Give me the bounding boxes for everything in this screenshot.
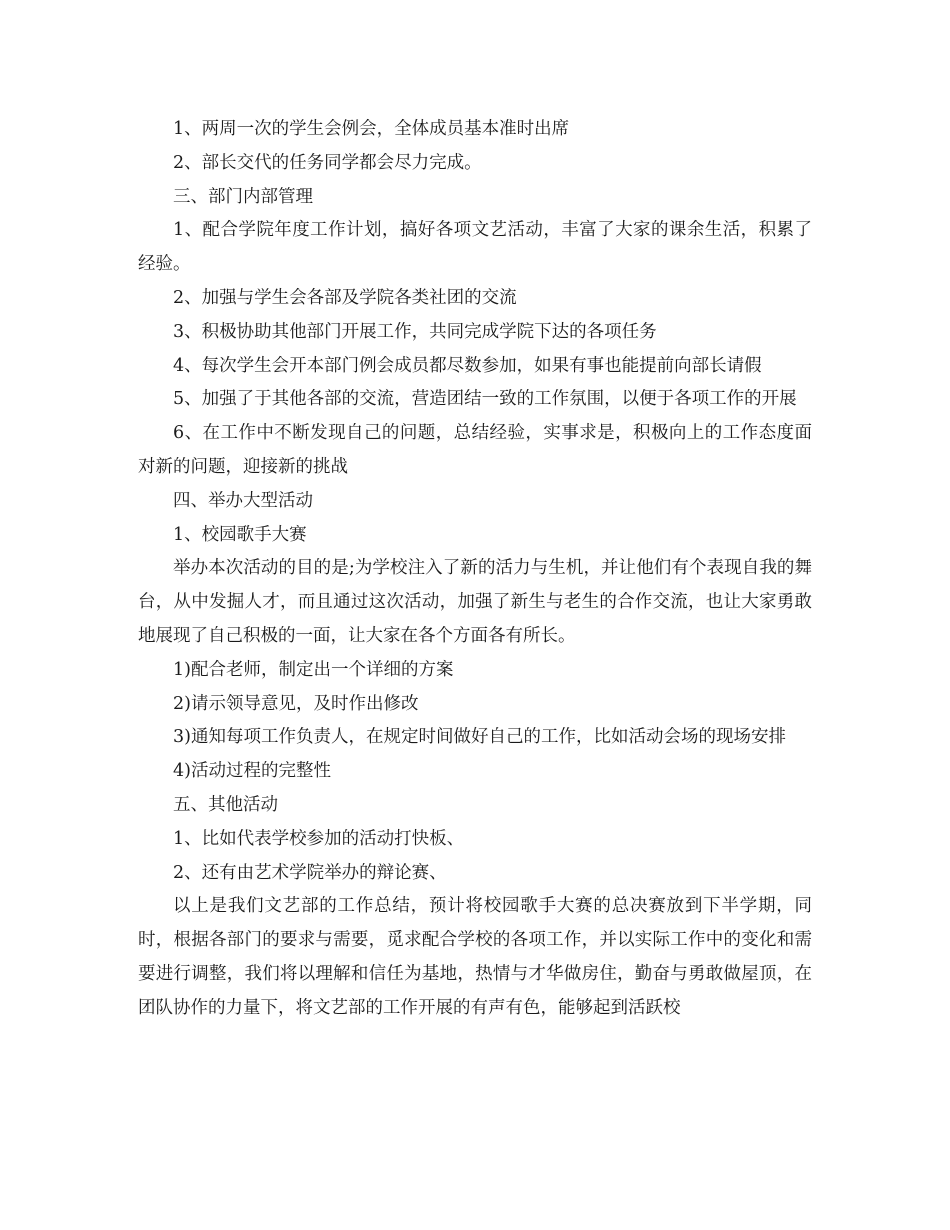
subheading-singer-contest: 1、校园歌手大赛 bbox=[173, 524, 307, 545]
paragraph-task-completion: 2、部长交代的任务同学都会尽力完成。 bbox=[173, 152, 482, 173]
list-item-completeness: 4)活动过程的完整性 bbox=[173, 761, 331, 782]
paragraph-kuaiban: 1、比如代表学校参加的活动打快板、 bbox=[173, 828, 465, 849]
section-heading-internal-management: 三、部门内部管理 bbox=[173, 186, 313, 207]
list-item-plan: 1)配合老师，制定出一个详细的方案 bbox=[173, 659, 454, 680]
paragraph-department-meetings: 4、每次学生会开本部门例会成员都尽数参加，如果有事也能提前向部长请假 bbox=[173, 355, 762, 376]
paragraph-debate: 2、还有由艺术学院举办的辩论赛、 bbox=[173, 862, 447, 883]
paragraph-annual-plan: 1、配合学院年度工作计划，搞好各项文艺活动，丰富了大家的课余生活，积累了经验。 bbox=[138, 220, 812, 275]
list-item-notify: 3)通知每项工作负责人，在规定时间做好自己的工作，比如活动会场的现场安排 bbox=[173, 727, 786, 748]
paragraph-club-exchange: 2、加强与学生会各部及学院各类社团的交流 bbox=[173, 287, 517, 308]
section-heading-other-events: 五、其他活动 bbox=[173, 794, 278, 815]
paragraph-assist-departments: 3、积极协助其他部门开展工作，共同完成学院下达的各项任务 bbox=[173, 321, 657, 342]
paragraph-meeting-attendance: 1、两周一次的学生会例会，全体成员基本准时出席 bbox=[173, 119, 570, 139]
paragraph-summary: 以上是我们文艺部的工作总结，预计将校园歌手大赛的总决赛放到下半学期，同时，根据各部门的要求与需要，觅求配合学校的各项工作，并以实际工作中的变化和需要进行调整，我们将以理解和信任为基地，热情与才华做房住，勤奋与勇敢做屋顶，在团队协作的力量下，将文艺部的工作开展的有声有色，能够起到活跃校 bbox=[138, 896, 812, 1018]
section-heading-major-events: 四、举办大型活动 bbox=[173, 490, 313, 511]
paragraph-self-improvement: 6、在工作中不断发现自己的问题，总结经验，实事求是，积极向上的工作态度面对新的问题，迎接新的挑战 bbox=[138, 423, 812, 477]
list-item-revise: 2)请示领导意见，及时作出修改 bbox=[173, 693, 419, 714]
paragraph-team-atmosphere: 5、加强了于其他各部的交流，营造团结一致的工作氛围，以便于各项工作的开展 bbox=[173, 389, 797, 410]
paragraph-event-purpose: 举办本次活动的目的是;为学校注入了新的活力与生机，并让他们有个表现自我的舞台，从中发掘人才，而且通过这次活动，加强了新生与老生的合作交流，也让大家勇敢地展现了自己积极的一面，让大家在各个方面各有所长。 bbox=[138, 558, 812, 646]
